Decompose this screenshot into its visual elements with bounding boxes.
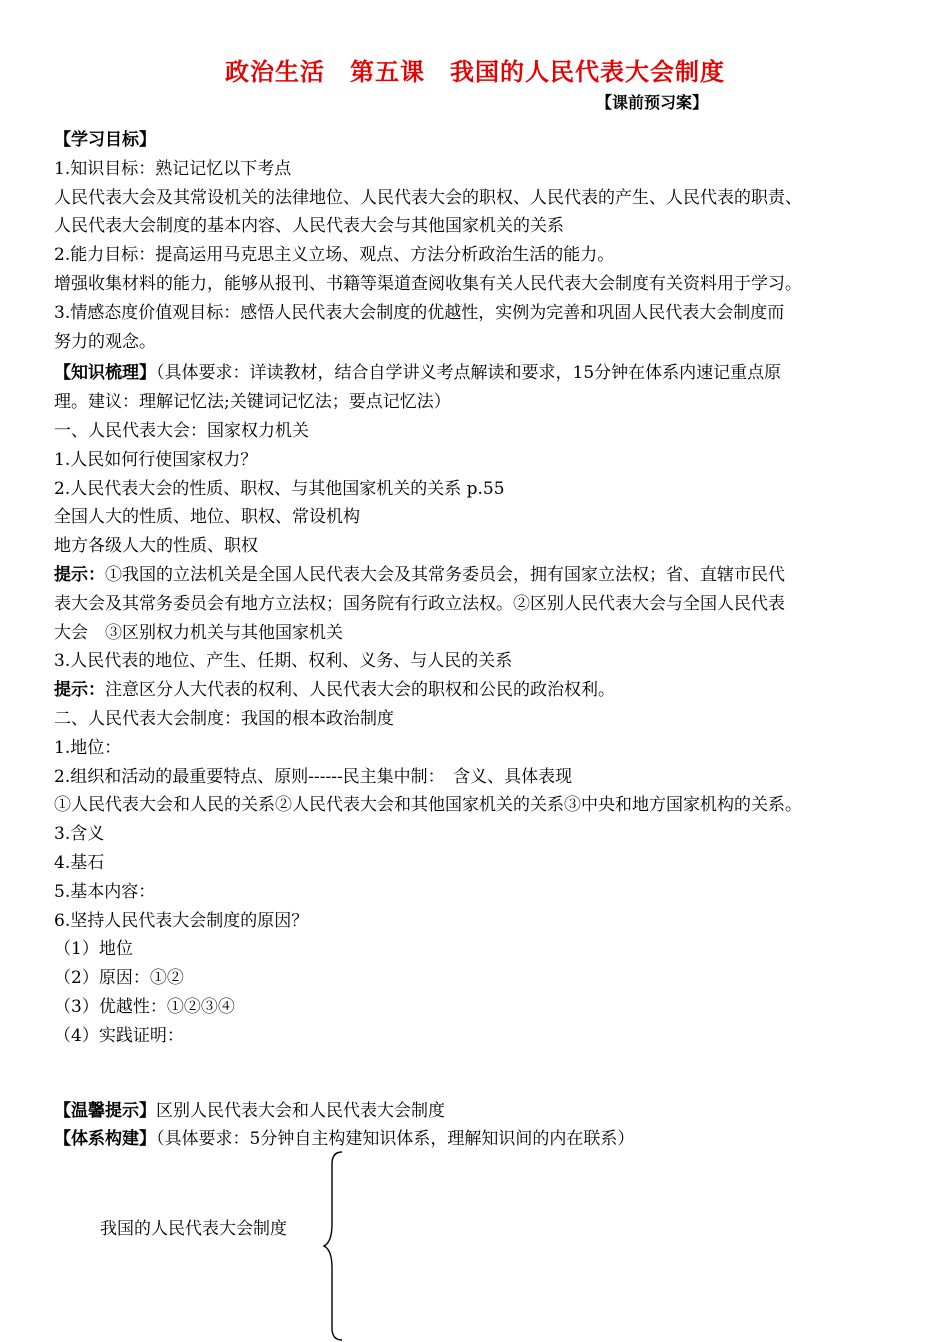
line-27: 6.坚持人民代表大会制度的原因？ — [54, 910, 309, 931]
line-5: 增强收集材料的能力，能够从报刊、书籍等渠道查阅收集有关人民代表大会制度有关资料用于学习。 — [54, 273, 802, 294]
line-31: （4）实践证明： — [54, 1025, 184, 1046]
hint-label: 提示： — [54, 680, 105, 701]
line-4: 2.能力目标：提高运用马克思主义立场、观点、方法分析政治生活的能力。 — [54, 245, 615, 266]
line-14: 地方各级人大的性质、职权 — [54, 536, 258, 557]
line-11: 1.人民如何行使国家权力？ — [54, 449, 258, 470]
document-body — [54, 126, 914, 1154]
section-heading: 【温馨提示】 — [54, 1100, 156, 1121]
line-23: ①人民代表大会和人民的关系②人民代表大会和其他国家机关的关系③中央和地方国家机构的关系。 — [54, 795, 802, 816]
line-24: 3.含义 — [54, 824, 105, 845]
line-7: 努力的观念。 — [54, 331, 156, 352]
line-9: 理。建议：理解记忆法;关键词记忆法；要点记忆法） — [54, 392, 451, 413]
line-0 — [54, 126, 914, 155]
line-8: 【知识梳理】（具体要求：详读教材，结合自学讲义考点解读和要求，15分钟在体系内速记重点原 — [54, 363, 782, 384]
line-32: 【温馨提示】区别人民代表大会和人民代表大会制度 — [54, 1100, 445, 1121]
line-33: 【体系构建】（具体要求：5分钟自主构建知识体系，理解知识间的内在联系） — [54, 1129, 635, 1150]
line-29: （2）原因：①② — [54, 968, 184, 989]
line-16: 表大会及其常务委员会有地方立法权；国务院有行政立法权。②区别人民代表大会与全国人民代表 — [54, 593, 785, 614]
line-25: 4.基石 — [54, 852, 105, 873]
line-12: 2.人民代表大会的性质、职权、与其他国家机关的关系 p.55 — [54, 478, 505, 499]
diagram-root-label: 我国的人民代表大会制度 — [100, 1219, 287, 1239]
section-heading: 【学习目标】 — [54, 130, 156, 150]
line-10: 一、人民代表大会：国家权力机关 — [54, 420, 309, 441]
line-26: 5.基本内容： — [54, 881, 156, 902]
line-1: 1.知识目标：熟记记忆以下考点 — [54, 158, 292, 179]
section-heading: 【知识梳理】 — [54, 363, 156, 384]
line-19: 提示：注意区分人大代表的权利、人民代表大会的职权和公民的政治权利。 — [54, 680, 615, 701]
line-28: （1）地位 — [54, 939, 133, 960]
page-subtitle: 【课前预习案】 — [596, 93, 709, 112]
page-title: 政治生活 第五课 我国的人民代表大会制度 — [225, 58, 725, 86]
hint-label: 提示： — [54, 564, 105, 585]
line-13: 全国人大的性质、地位、职权、常设机构 — [54, 507, 360, 528]
line-21: 1.地位： — [54, 737, 122, 758]
line-30: （3）优越性：①②③④ — [54, 996, 235, 1017]
line-3: 人民代表大会制度的基本内容、人民代表大会与其他国家机关的关系 — [54, 216, 564, 237]
curly-brace-icon — [320, 1150, 360, 1342]
section-heading: 【体系构建】 — [54, 1129, 156, 1150]
line-18: 3.人民代表的地位、产生、任期、权利、义务、与人民的关系 — [54, 651, 513, 672]
line-15: 提示：①我国的立法机关是全国人民代表大会及其常务委员会，拥有国家立法权；省、直辖市民代 — [54, 564, 785, 585]
line-2: 人民代表大会及其常设机关的法律地位、人民代表大会的职权、人民代表的产生、人民代表的职责、 — [54, 187, 802, 208]
line-20: 二、人民代表大会制度：我国的根本政治制度 — [54, 708, 394, 729]
line-22: 2.组织和活动的最重要特点、原则------民主集中制： 含义、具体表现 — [54, 766, 573, 787]
line-6: 3.情感态度价值观目标：感悟人民代表大会制度的优越性，实例为完善和巩固人民代表大会制度而 — [54, 302, 785, 323]
line-17: 大会 ③区别权力机关与其他国家机关 — [54, 622, 343, 643]
